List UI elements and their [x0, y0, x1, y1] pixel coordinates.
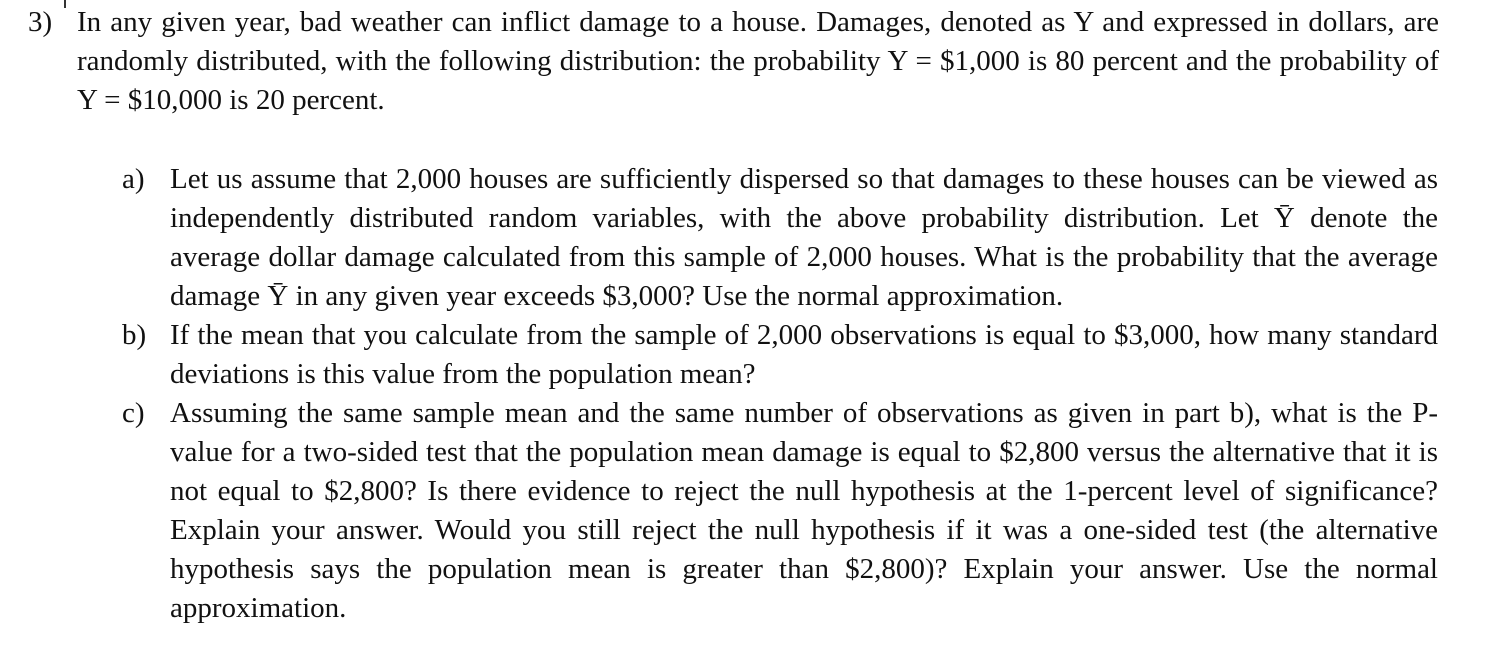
part-c [0, 394, 1498, 628]
question-text: In any given year, bad weather can inflict damage to a house. Damages, denoted as Y and expressed in dollars, are randomly distributed, with the following distribution: the probability Y = $1,000 is 80 percent and the probability of Y = $10,000 is 20 percent. [77, 6, 1439, 116]
part-text: If the mean that you calculate from the sample of 2,000 observations is equal to $3,000, how many standard deviations is this value from the population mean? [170, 319, 1438, 390]
part-b [0, 316, 1498, 394]
part-a [0, 160, 1498, 316]
part-label: b) [122, 319, 147, 351]
part-text: Assuming the same sample mean and the same number of observations as given in part b), what is the P-value for a two-sided test that the population mean damage is equal to $2,800 versus the alternative that it is not equal to $2,800? Is there evidence to reject the null hypothesis at the 1-percent level of significance? Explain your answer. Would you still reject the null hypothesis if it was a one-sided test (the alternative hypothesis says the population mean is greater than $2,800)? Explain your answer. Use the normal approximation. [170, 397, 1438, 624]
part-label: c) [122, 397, 145, 429]
top-tick-mark [64, 0, 66, 8]
question-parts [0, 160, 1498, 628]
part-text: Let us assume that 2,000 houses are sufficiently dispersed so that damages to these houses can be viewed as independently distributed random variables, with the above probability distribution. Let Ȳ denote the average dollar damage calculated from this sample of 2,000 houses. What is the probability that the average damage Ȳ in any given year exceeds $3,000? Use the normal approximation. [170, 163, 1438, 312]
part-label: a) [122, 163, 145, 195]
question-number: 3) [28, 6, 53, 38]
